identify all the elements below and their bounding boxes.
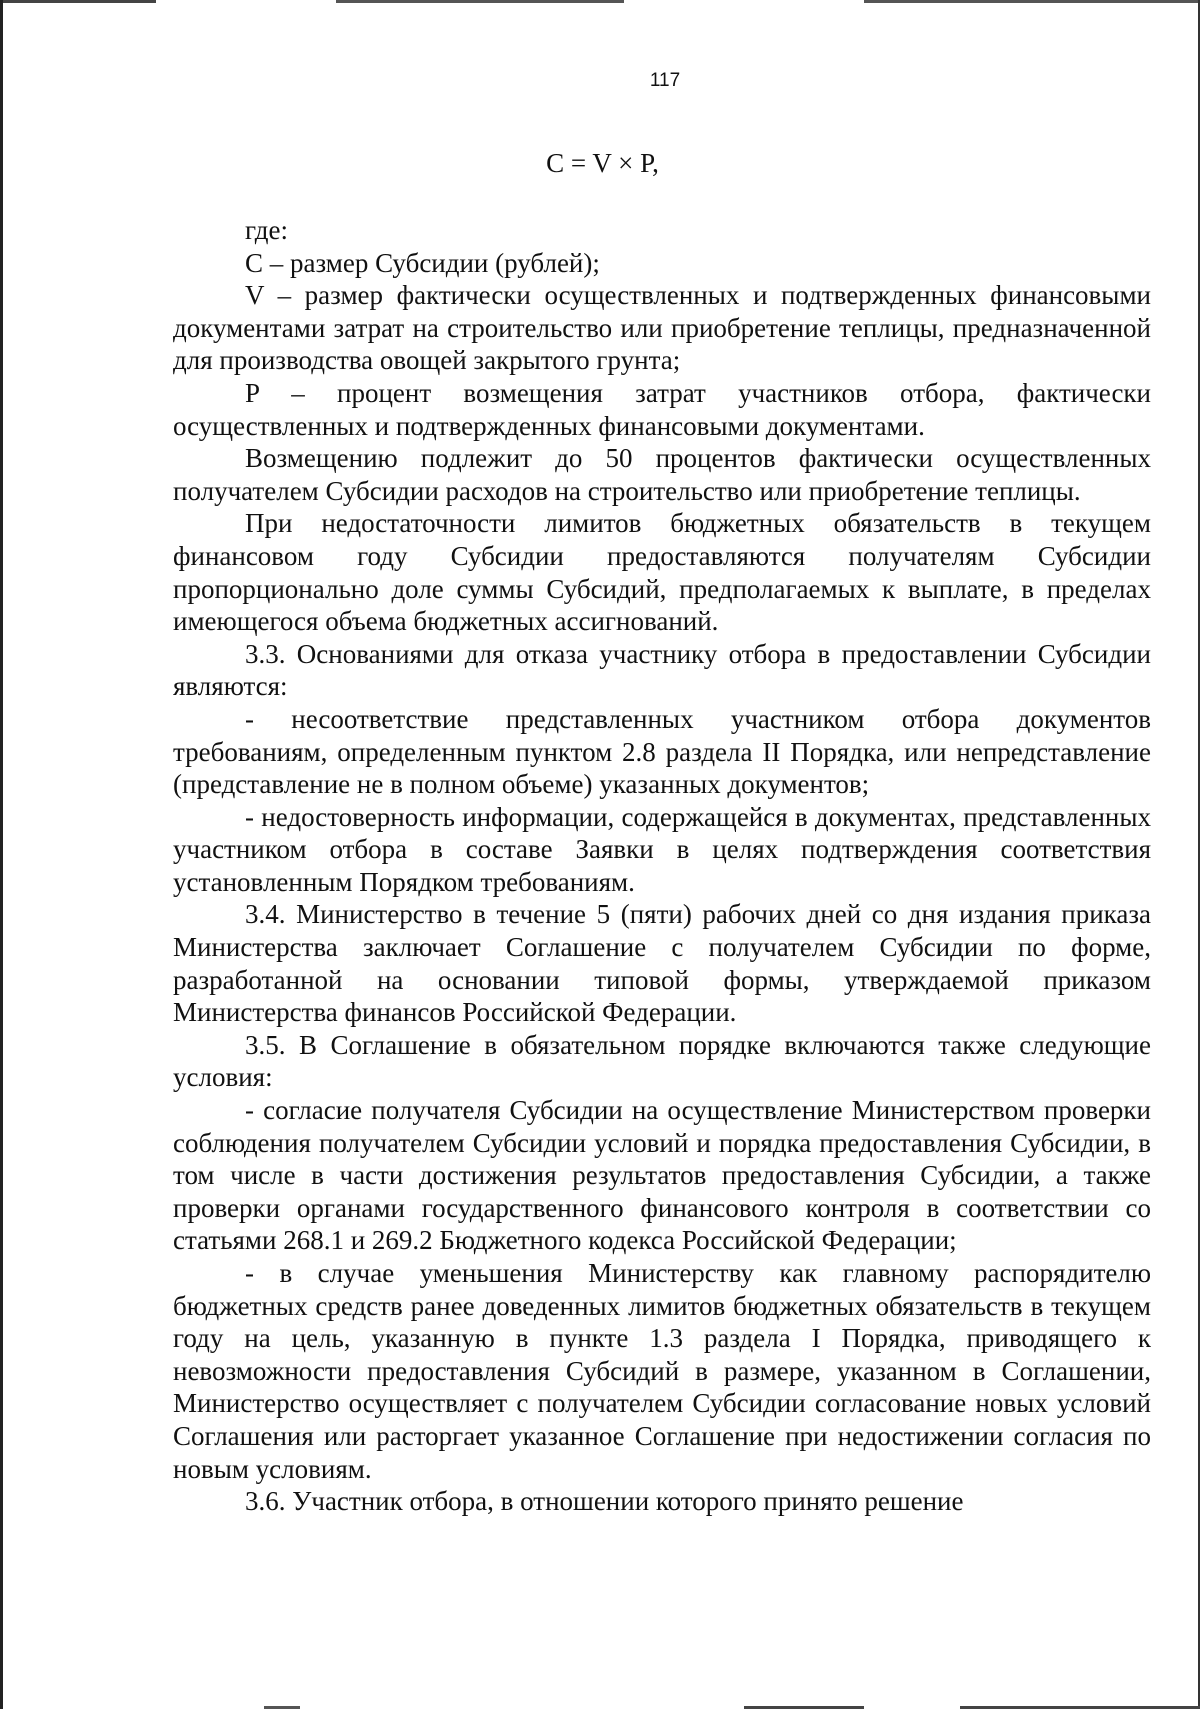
paragraph-def-c: C – размер Субсидии (рублей); bbox=[245, 247, 600, 278]
paragraph-3-4: 3.4. Министерство в течение 5 (пяти) рабочих дней со дня издания приказа Министерства заключает Соглашение с получателем Субсидии по форме, разработанной на основании типовой формы, утверждаемой приказом Министерства финансов Российской Федерации. bbox=[173, 899, 1151, 1028]
scan-border-left bbox=[0, 0, 3, 1709]
paragraph-3-5: 3.5. В Соглашение в обязательном порядке включаются также следующие условия: bbox=[173, 1029, 1151, 1093]
document-body bbox=[173, 214, 1151, 1518]
paragraph-3-5-item-1: - согласие получателя Субсидии на осуществление Министерством проверки соблюдения получателем Субсидии условий и порядка предоставления Субсидии, в том числе в части достижения результатов предоставления Субсидии, а также проверки органами государственного финансового контроля в соответствии со статьями 268.1 и 269.2 Бюджетного кодекса Российской Федерации; bbox=[173, 1095, 1151, 1256]
paragraph-def-v: V – размер фактически осуществленных и подтвержденных финансовыми документами затрат на строительство или приобретение теплицы, предназначенной для производства овощей закрытого грунта; bbox=[173, 280, 1151, 376]
page-number: 117 bbox=[649, 70, 681, 91]
paragraph-reimbursement: Возмещению подлежит до 50 процентов фактически осуществленных получателем Субсидии расходов на строительство или приобретение теплицы. bbox=[173, 443, 1151, 506]
formula: C = V × P, bbox=[546, 148, 659, 178]
paragraph-3-3: 3.3. Основаниями для отказа участнику отбора в предоставлении Субсидии являются: bbox=[173, 638, 1151, 702]
paragraph-3-6: 3.6. Участник отбора, в отношении которого принято решение bbox=[245, 1486, 964, 1517]
paragraph-3-5-item-2: - в случае уменьшения Министерству как главному распорядителю бюджетных средств ранее доведенных лимитов бюджетных обязательств в текущем году на цель, указанную в пункте 1.3 раздела I Порядка, приводящего к невозможности предоставления Субсидий в размере, указанном в Соглашении, Министерство осуществляет с получателем Субсидии согласование новых условий Соглашения или расторгает указанное Соглашение при недостижении согласия по новым условиям. bbox=[173, 1258, 1151, 1484]
paragraph-3-3-item-2: - недостоверность информации, содержащейся в документах, представленных участником отбора в составе Заявки в целях подтверждения соответствия установленным Порядком требованиям. bbox=[173, 801, 1151, 897]
scan-border-top bbox=[0, 0, 1200, 3]
paragraph-3-3-item-1: - несоответствие представленных участником отбора документов требованиям, определенным пунктом 2.8 раздела II Порядка, или непредставление (представление не в полном объеме) указанных документов; bbox=[173, 703, 1151, 800]
paragraph-def-p: P – процент возмещения затрат участников отбора, фактически осуществленных и подтвержденных финансовыми документами. bbox=[173, 377, 1151, 441]
paragraph-insufficient-limits: При недостаточности лимитов бюджетных обязательств в текущем финансовом году Субсидии предоставляются получателям Субсидии пропорционально доле суммы Субсидий, предполагаемых к выплате, в пределах имеющегося объема бюджетных ассигнований. bbox=[173, 508, 1151, 637]
paragraph-where: где: bbox=[245, 215, 288, 245]
